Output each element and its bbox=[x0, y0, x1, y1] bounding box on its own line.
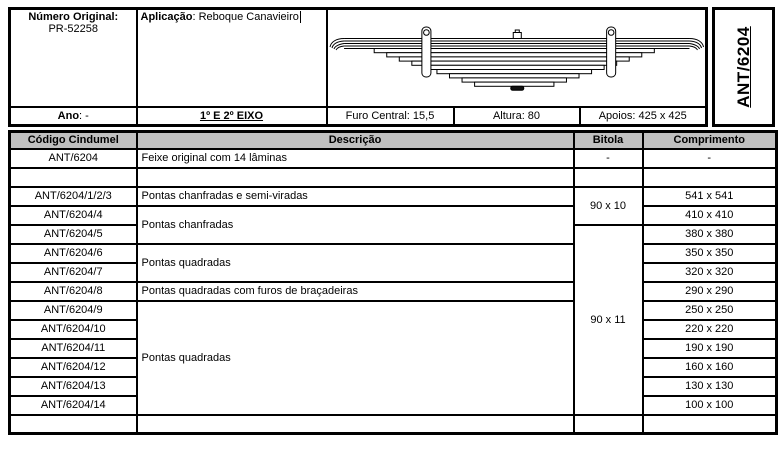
ano-value: : - bbox=[79, 110, 89, 123]
description-cell: Pontas quadradas bbox=[137, 301, 574, 415]
col-header-descricao: Descrição bbox=[137, 132, 574, 149]
aplicacao-field[interactable] bbox=[137, 9, 327, 108]
code-cell: ANT/6204/6 bbox=[10, 244, 137, 263]
table-row bbox=[10, 206, 777, 225]
bitola-cell: 90 x 11 bbox=[574, 225, 643, 415]
aplicacao-label: Aplicação bbox=[140, 11, 193, 23]
leaf-spring-diagram bbox=[328, 11, 706, 106]
comprimento-cell bbox=[643, 415, 777, 434]
comprimento-cell: 190 x 190 bbox=[643, 339, 777, 358]
comprimento-cell: 290 x 290 bbox=[643, 282, 777, 301]
text-cursor bbox=[300, 11, 301, 23]
code-cell: ANT/6204/7 bbox=[10, 263, 137, 282]
description-cell bbox=[137, 415, 574, 434]
bitola-cell bbox=[574, 415, 643, 434]
description-cell: Pontas chanfradas bbox=[137, 206, 574, 244]
comprimento-cell: 220 x 220 bbox=[643, 320, 777, 339]
table-row bbox=[10, 168, 777, 187]
comprimento-cell: 380 x 380 bbox=[643, 225, 777, 244]
col-header-codigo-cindumel: Código Cindumel bbox=[10, 132, 137, 149]
code-cell: ANT/6204/11 bbox=[10, 339, 137, 358]
comprimento-cell: 100 x 100 bbox=[643, 396, 777, 415]
leaf-spring-diagram-cell bbox=[327, 9, 707, 108]
table-row bbox=[10, 187, 777, 206]
description-cell: Pontas chanfradas e semi-viradas bbox=[137, 187, 574, 206]
code-cell: ANT/6204/9 bbox=[10, 301, 137, 320]
comprimento-cell: 320 x 320 bbox=[643, 263, 777, 282]
comprimento-cell: 350 x 350 bbox=[643, 244, 777, 263]
description-cell: Feixe original com 14 lâminas bbox=[137, 149, 574, 168]
comprimento-cell: 250 x 250 bbox=[643, 301, 777, 320]
description-cell bbox=[137, 168, 574, 187]
code-cell: ANT/6204/12 bbox=[10, 358, 137, 377]
bitola-cell bbox=[574, 168, 643, 187]
altura-cell: Altura: 80 bbox=[454, 107, 580, 125]
part-code-box bbox=[712, 7, 775, 127]
comprimento-cell bbox=[643, 168, 777, 187]
table-row bbox=[10, 415, 777, 434]
numero-original-label: Número Original: bbox=[28, 11, 119, 23]
col-header-comprimento: Comprimento bbox=[643, 132, 777, 149]
code-cell: ANT/6204 bbox=[10, 149, 137, 168]
description-cell: Pontas quadradas bbox=[137, 244, 574, 282]
ano-label: Ano bbox=[57, 110, 80, 123]
code-cell: ANT/6204/10 bbox=[10, 320, 137, 339]
code-cell: ANT/6204/13 bbox=[10, 377, 137, 396]
eixo-value: 1º E 2º EIXO bbox=[199, 110, 264, 123]
spec-sheet bbox=[8, 7, 775, 435]
aplicacao-value: : Reboque Canavieiro bbox=[192, 11, 299, 23]
comprimento-cell: 130 x 130 bbox=[643, 377, 777, 396]
description-cell: Pontas quadradas com furos de braçadeiras bbox=[137, 282, 574, 301]
code-cell: ANT/6204/8 bbox=[10, 282, 137, 301]
bitola-cell: 90 x 10 bbox=[574, 187, 643, 225]
table-row bbox=[10, 282, 777, 301]
numero-original-cell bbox=[10, 9, 137, 108]
col-header-bitola: Bitola bbox=[574, 132, 643, 149]
top-section bbox=[8, 7, 775, 127]
code-cell: ANT/6204/5 bbox=[10, 225, 137, 244]
code-cell bbox=[10, 415, 137, 434]
table-row bbox=[10, 244, 777, 263]
code-cell: ANT/6204/4 bbox=[10, 206, 137, 225]
header-info-table bbox=[8, 7, 708, 127]
comprimento-cell: 160 x 160 bbox=[643, 358, 777, 377]
code-cell: ANT/6204/14 bbox=[10, 396, 137, 415]
code-cell bbox=[10, 168, 137, 187]
table-row bbox=[10, 301, 777, 320]
parts-table-header-row bbox=[10, 132, 777, 149]
comprimento-cell: - bbox=[643, 149, 777, 168]
apoios-cell: Apoios: 425 x 425 bbox=[580, 107, 707, 125]
part-code-vertical-label: ANT/6204 bbox=[733, 26, 753, 108]
code-cell: ANT/6204/1/2/3 bbox=[10, 187, 137, 206]
numero-original-value: PR-52258 bbox=[48, 23, 99, 35]
furo-central-cell: Furo Central: 15,5 bbox=[327, 107, 454, 125]
ano-cell bbox=[10, 107, 137, 125]
comprimento-cell: 541 x 541 bbox=[643, 187, 777, 206]
eixo-cell bbox=[137, 107, 327, 125]
table-row bbox=[10, 149, 777, 168]
bitola-cell: - bbox=[574, 149, 643, 168]
comprimento-cell: 410 x 410 bbox=[643, 206, 777, 225]
parts-table bbox=[8, 130, 778, 435]
